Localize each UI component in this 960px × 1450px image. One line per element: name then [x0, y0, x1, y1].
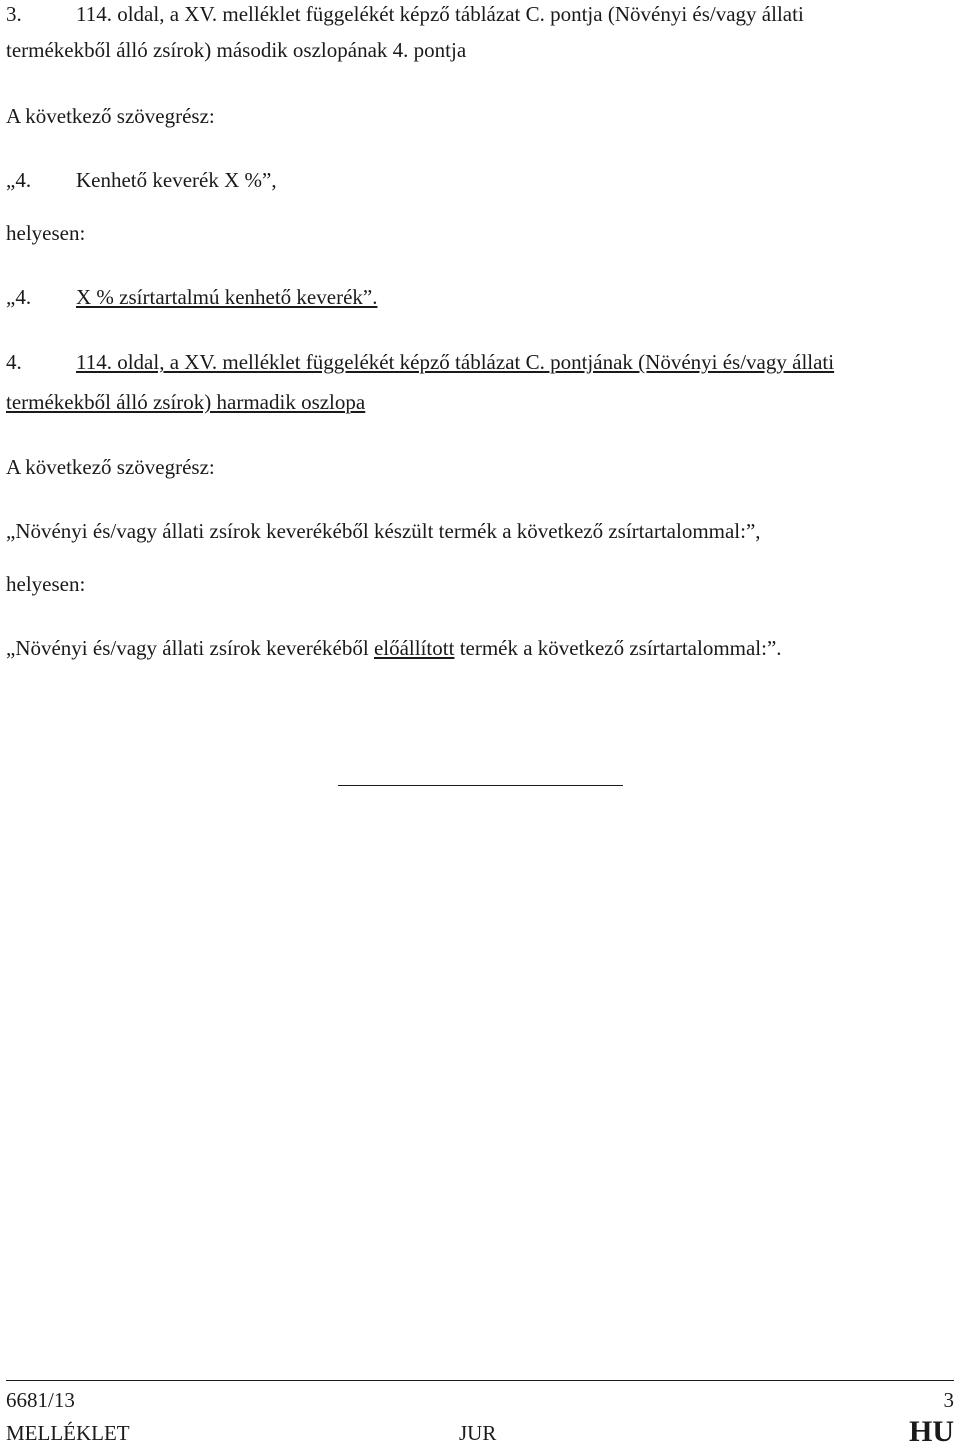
section-3-original-number: „4.: [6, 168, 32, 192]
section-4-number: 4.: [6, 350, 22, 374]
section-3-corrected-text: [6, 285, 377, 310]
section-4-heading-line-1: [6, 350, 834, 375]
section-3-corrected-phrase: X % zsírtartalmú kenhető keverék”.: [76, 285, 378, 309]
section-4-corrected-text: [6, 636, 782, 661]
section-4-heading-line-2: termékekből álló zsírok) harmadik oszlopa: [6, 390, 366, 414]
footer-language-code: HU: [909, 1415, 954, 1448]
section-3-number: 3.: [6, 2, 22, 26]
footer-service-code: JUR: [459, 1421, 497, 1445]
section-4-original-text: „Növényi és/vagy állati zsírok keverékéből készült termék a következő zsírtartalommal:”,: [6, 519, 761, 543]
section-3-heading-line-2: termékekből álló zsírok) második oszlopának 4. pontja: [6, 38, 467, 62]
section-3-original-text: [6, 168, 277, 193]
footer-rule: [6, 1380, 954, 1381]
section-3-heading-line-1: [6, 2, 804, 27]
section-4-corrected-highlight: előállított: [373, 636, 455, 660]
section-3-heading-text: 114. oldal, a XV. melléklet függelékét képző táblázat C. pontja (Növényi és/vagy állati: [76, 2, 804, 26]
section-4-intro: A következő szövegrész:: [6, 455, 215, 479]
section-3-original-phrase: Kenhető keverék X %”,: [76, 168, 277, 192]
section-3-intro: A következő szövegrész:: [6, 104, 215, 128]
footer-doc-number: 6681/13: [6, 1388, 75, 1412]
footer-page-number: 3: [943, 1388, 954, 1412]
section-4-heading-text: 114. oldal, a XV. melléklet függelékét képző táblázat C. pontjának (Növényi és/vagy állati: [76, 350, 835, 374]
section-3-correction-label: helyesen:: [6, 221, 86, 245]
section-3-corrected-number: „4.: [6, 285, 32, 309]
footer-annex-label: MELLÉKLET: [6, 1421, 130, 1445]
section-4-correction-label: helyesen:: [6, 572, 86, 596]
section-4-corrected-before: „Növényi és/vagy állati zsírok keverékéből: [6, 636, 374, 660]
end-of-text-rule: [338, 785, 623, 786]
section-4-corrected-after: termék a következő zsírtartalommal:”.: [454, 636, 782, 660]
